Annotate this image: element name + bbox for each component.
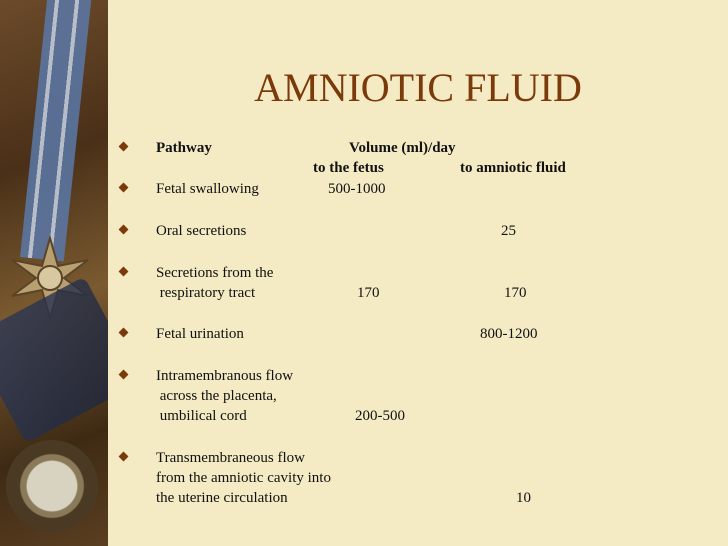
table-row <box>120 449 720 509</box>
header-volume: Volume (ml)/day <box>349 140 456 156</box>
to-fluid-value: 10 <box>516 490 531 506</box>
decorative-sidebar <box>0 0 108 546</box>
to-fluid-value: 25 <box>501 223 516 239</box>
pathway-label: Oral secretions <box>156 223 247 239</box>
pathway-label: respiratory tract <box>156 285 256 301</box>
pathway-label: Fetal urination <box>156 326 244 342</box>
bullet-icon <box>119 452 129 462</box>
header-to-fluid: to amniotic fluid <box>460 160 566 176</box>
table-row <box>120 264 720 304</box>
bullet-icon <box>119 370 129 380</box>
bullet-icon <box>119 183 129 193</box>
bullet-icon <box>119 267 129 277</box>
pathway-label: Fetal swallowing <box>156 181 259 197</box>
table-row <box>120 180 720 200</box>
table-row <box>120 222 720 242</box>
to-fetus-value: 170 <box>357 285 380 301</box>
pathway-label: Transmembraneous flow <box>156 450 306 466</box>
bullet-icon <box>119 142 129 152</box>
compass-icon <box>6 440 98 532</box>
to-fluid-value: 800-1200 <box>480 326 538 342</box>
table-row <box>120 367 720 427</box>
pathway-label: the uterine circulation <box>156 490 288 506</box>
table-row <box>120 325 720 345</box>
pathway-label: from the amniotic cavity into <box>156 470 331 486</box>
medal-ribbon <box>20 0 92 262</box>
bullet-icon <box>119 328 129 338</box>
header-pathway: Pathway <box>156 140 212 156</box>
to-fetus-value: 200-500 <box>355 408 405 424</box>
pathway-label: umbilical cord <box>156 408 247 424</box>
slide-title: AMNIOTIC FLUID <box>254 65 582 110</box>
header-row <box>120 139 720 179</box>
to-fetus-value: 500-1000 <box>328 181 386 197</box>
pathway-label: Secretions from the <box>156 265 274 281</box>
bullet-icon <box>119 225 129 235</box>
header-to-fetus: to the fetus <box>313 160 384 176</box>
pathway-label: across the placenta, <box>156 388 277 404</box>
pathway-label: Intramembranous flow <box>156 368 294 384</box>
to-fluid-value: 170 <box>504 285 527 301</box>
